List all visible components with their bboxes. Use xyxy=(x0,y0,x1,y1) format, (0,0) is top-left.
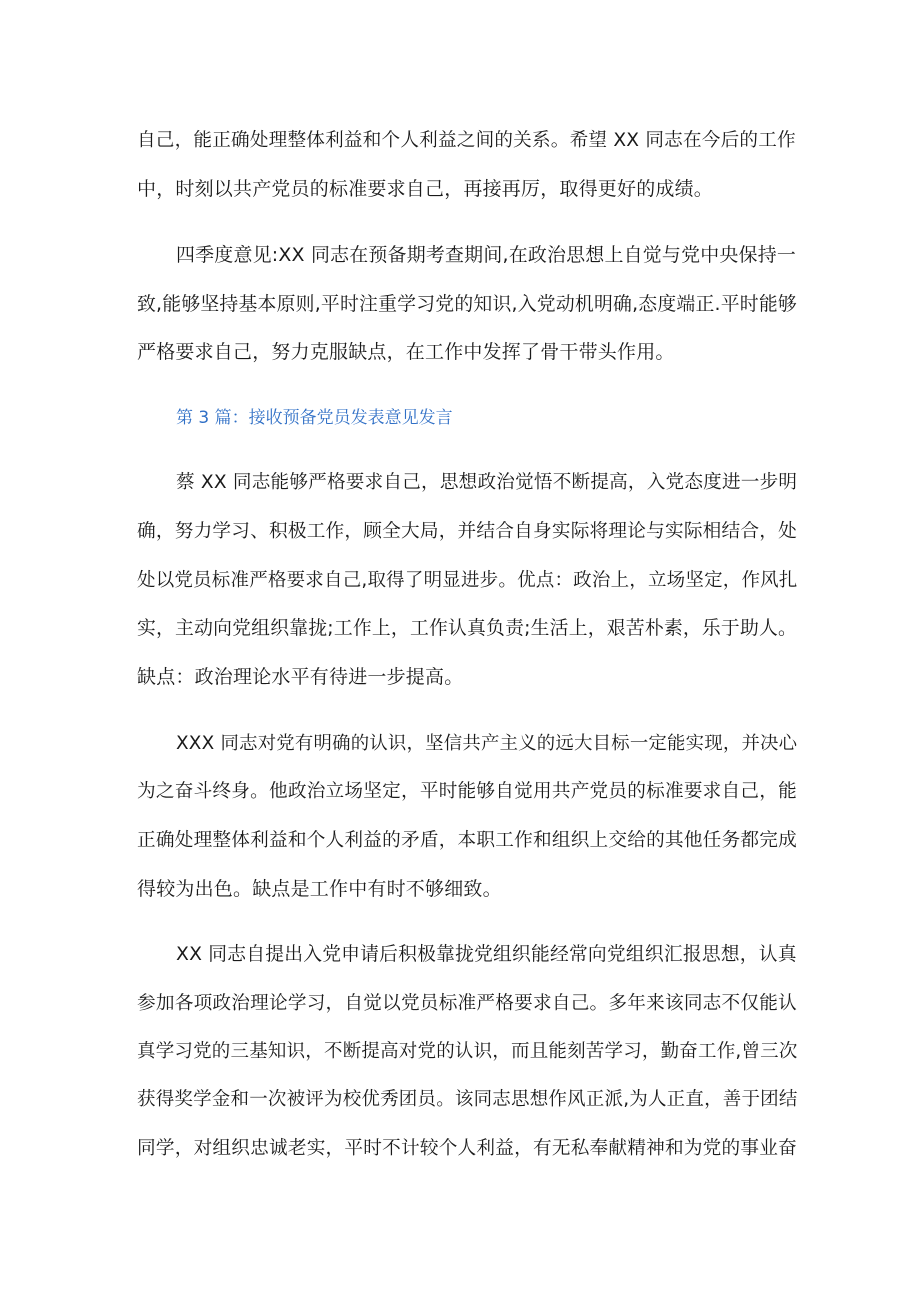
paragraph-line: 蔡 XX 同志能够严格要求自己，思想政治觉悟不断提高，入党态度进一步明 xyxy=(176,472,798,493)
paragraph-line: 严格要求自己，努力克服缺点，在工作中发挥了骨干带头作用。 xyxy=(137,341,675,363)
paragraph-line: 确，努力学习、积极工作，顾全大局，并结合自身实际将理论与实际相结合，处 xyxy=(137,521,797,542)
paragraph-line: 致,能够坚持基本原则,平时注重学习党的知识,入党动机明确,态度端正.平时能够 xyxy=(137,293,797,315)
paragraph-line: 参加各项政治理论学习，自觉以党员标准严格要求自己。多年来该同志不仅能认 xyxy=(137,993,797,1014)
paragraph-line: 获得奖学金和一次被评为校优秀团员。该同志思想作风正派,为人正直，善于团结 xyxy=(137,1089,798,1110)
paragraph-line: 中，时刻以共产党员的标准要求自己，再接再厉，取得更好的成绩。 xyxy=(137,178,714,200)
paragraph-line: 缺点：政治理论水平有待进一步提高。 xyxy=(137,666,464,688)
paragraph-line: 处以党员标准严格要求自己,取得了明显进步。优点：政治上，立场坚定，作风扎 xyxy=(137,570,798,591)
paragraph-line: XX 同志自提出入党申请后积极靠拢党组织能经常向党组织汇报思想，认真 xyxy=(176,944,797,965)
paragraph-line: 正确处理整体利益和个人利益的矛盾，本职工作和组织上交给的其他任务都完成 xyxy=(137,830,797,851)
section-heading: 第 3 篇：接收预备党员发表意见发言 xyxy=(176,408,453,428)
paragraph-line: 真学习党的三基知识，不断提高对党的认识，而且能刻苦学习，勤奋工作,曾三次 xyxy=(137,1041,798,1062)
paragraph-line: 实，主动向党组织靠拢;工作上，工作认真负责;生活上，艰苦朴素，乐于助人。 xyxy=(137,618,798,639)
paragraph-line: 得较为出色。缺点是工作中有时不够细致。 xyxy=(137,878,502,900)
paragraph-line: 同学，对组织忠诚老实，平时不计较个人利益，有无私奉献精神和为党的事业奋 xyxy=(137,1138,797,1159)
paragraph-line: 自己，能正确处理整体利益和个人利益之间的关系。希望 XX 同志在今后的工作 xyxy=(137,130,796,151)
paragraph-line: 为之奋斗终身。他政治立场坚定，平时能够自觉用共产党员的标准要求自己，能 xyxy=(137,781,797,802)
paragraph-line: 四季度意见:XX 同志在预备期考查期间,在政治思想上自觉与党中央保持一 xyxy=(176,244,796,266)
paragraph-line: XXX 同志对党有明确的认识，坚信共产主义的远大目标一定能实现，并决心 xyxy=(176,733,798,754)
